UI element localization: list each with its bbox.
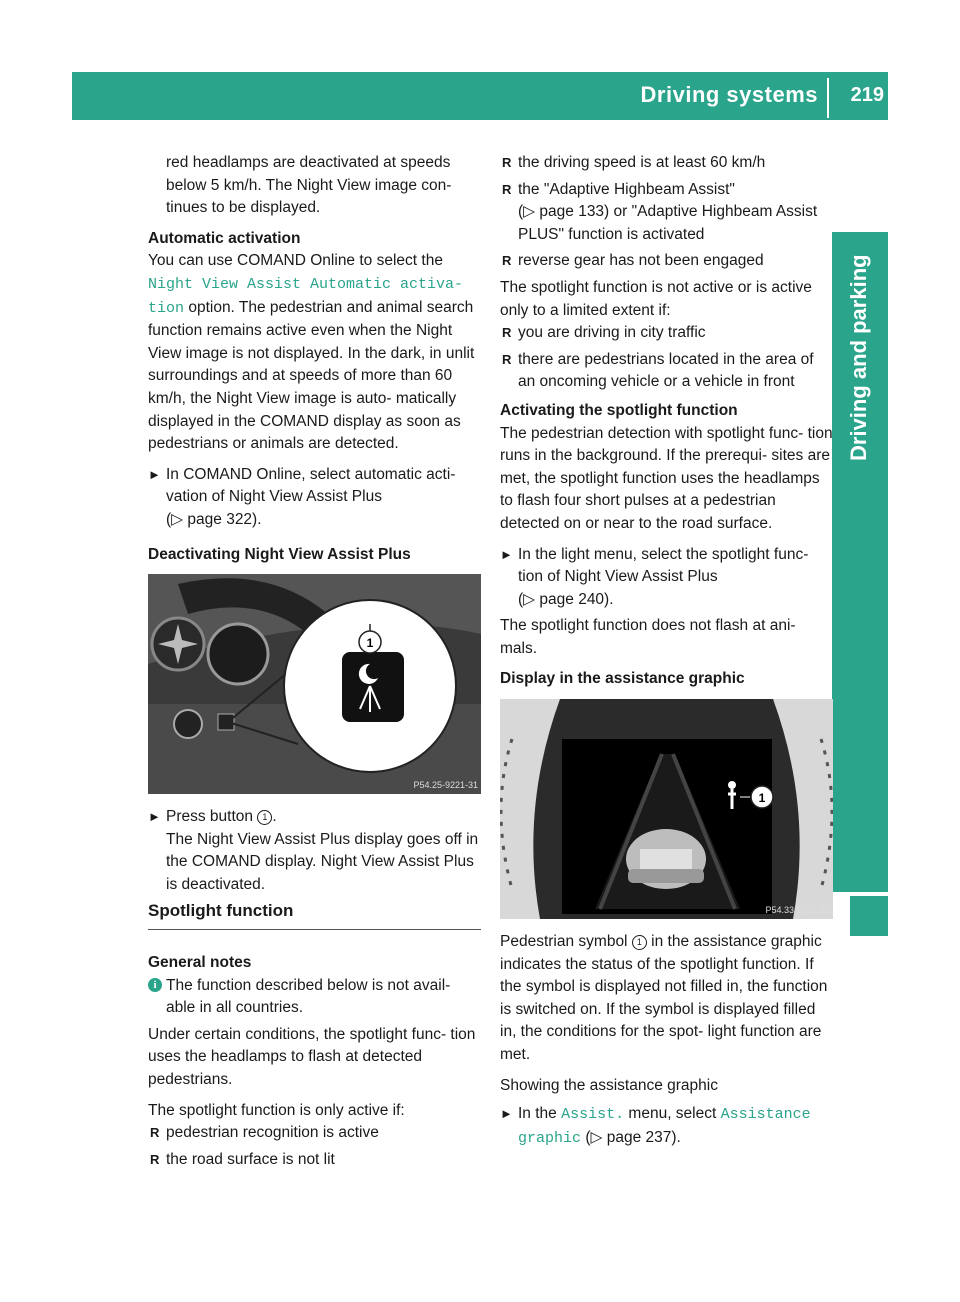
showing-paragraph: Showing the assistance graphic bbox=[500, 1076, 718, 1094]
activating-heading: Activating the spotlight function bbox=[500, 401, 738, 419]
step-arrow-icon: ► bbox=[148, 466, 161, 482]
automatic-activation-heading: Automatic activation bbox=[148, 229, 301, 247]
auto-step-text: In COMAND Online, select automatic acti- vation of Night View Assist Plus bbox=[166, 465, 456, 506]
page-ref-arrow-icon: ▷ bbox=[171, 510, 184, 528]
bullet-item bbox=[148, 1122, 481, 1145]
press-result: The Night View Assist Plus display goes off in the COMAND display. Night View Assist Plus is deactivated. bbox=[166, 830, 479, 893]
figure-code: P54.33-2702-31 bbox=[765, 905, 830, 916]
callout-number: 1 bbox=[257, 810, 272, 825]
bullet-item bbox=[500, 152, 833, 175]
automatic-activation-paragraph bbox=[148, 250, 481, 455]
press-text-a: Press button bbox=[166, 808, 254, 826]
bullet-item: R the "Adaptive Highbeam Assist" (▷ page 133) or "Adaptive Highbeam Assist PLUS" function is activated bbox=[502, 180, 818, 243]
no-animals-paragraph: The spotlight function does not flash at ani- mals. bbox=[500, 617, 796, 657]
only-active-paragraph: The spotlight function is only active if: bbox=[148, 1101, 405, 1119]
figure-code: P54.25-9221-31 bbox=[413, 780, 478, 791]
bullet-page-ref: page 133) or "Adaptive Highbeam Assist PLUS" function is activated bbox=[518, 203, 818, 243]
bullet-icon: R bbox=[502, 325, 512, 341]
auto-text-a: You can use COMAND Online to select the bbox=[148, 252, 443, 270]
bullet-text: there are pedestrians located in the area of an oncoming vehicle or a vehicle in front bbox=[518, 350, 814, 391]
ped-text-a: Pedestrian symbol bbox=[500, 933, 628, 951]
step-item: ► In the light menu, select the spotlight func- tion of Night View Assist Plus (▷ page 240). bbox=[500, 545, 809, 608]
assistance-graphic-code: Assistance graphic bbox=[518, 1106, 811, 1147]
page-ref-arrow-icon: ▷ bbox=[523, 203, 536, 221]
pedestrian-symbol-paragraph bbox=[500, 931, 833, 1067]
general-notes-heading: General notes bbox=[148, 954, 252, 972]
not-active-paragraph: The spotlight function is not active or is active only to a limited extent if: bbox=[500, 278, 812, 319]
bullet-item bbox=[500, 322, 833, 345]
step-item bbox=[148, 806, 481, 896]
step-text-a: In the bbox=[518, 1105, 557, 1123]
step-arrow-icon: ► bbox=[500, 1106, 513, 1122]
step-item: ► In the Assist. menu, select Assistance graphic (▷ page 237). bbox=[500, 1105, 811, 1147]
section-title: Spotlight function bbox=[148, 900, 481, 930]
page-ref-arrow-icon: ▷ bbox=[590, 1128, 603, 1146]
bullet-item bbox=[500, 349, 833, 394]
step-arrow-icon: ► bbox=[148, 809, 161, 825]
left-column bbox=[148, 152, 481, 1175]
bullet-icon: R bbox=[502, 181, 512, 197]
figure-callout-1: 1 bbox=[758, 791, 766, 806]
night-view-option-code: Night View Assist Automatic activa‐ tion bbox=[148, 275, 464, 317]
press-text-b: . bbox=[272, 808, 277, 826]
assist-menu-code: Assist. bbox=[561, 1106, 625, 1124]
act-step-ref: page 240). bbox=[539, 590, 614, 608]
auto-text-b: option. The pedestrian and animal search function remains active even when the Night View image is not displayed. In the dark, in unlit surroundings and at speeds of more than 60 km/h, the Night View image is auto- matically displayed in the COMAND display as soon as pedestrians or animals are detected. bbox=[148, 298, 475, 453]
page-ref-arrow-icon: ▷ bbox=[523, 590, 536, 608]
dashboard-button-figure bbox=[148, 574, 481, 794]
step-ref: page 237). bbox=[606, 1128, 681, 1146]
display-heading: Display in the assistance graphic bbox=[500, 670, 745, 688]
side-tab-marker bbox=[850, 896, 888, 936]
ped-text-b: in the assistance graphic indicates the status of the spotlight function. If the symbol is displayed not filled in, the function is switched on. If the symbol is displayed filled in, the conditions for the spot- light function are met. bbox=[500, 933, 828, 1064]
bullet-icon: R bbox=[502, 253, 512, 269]
bullet-item bbox=[500, 250, 833, 273]
conditions-paragraph: Under certain conditions, the spotlight func- tion uses the headlamps to flash at detected pedestrians. bbox=[148, 1025, 476, 1089]
bullet-icon: R bbox=[502, 351, 512, 367]
bullet-text: you are driving in city traffic bbox=[518, 324, 706, 342]
activating-paragraph: The pedestrian detection with spotlight func- tion runs in the background. If the prerequi- sites are met, the spotlight function uses the headlamps to flash four short pulses at a pedestrian detected on or near to the road surface. bbox=[500, 424, 833, 532]
act-step-text: In the light menu, select the spotlight func- tion of Night View Assist Plus bbox=[518, 545, 809, 586]
info-note-text: The function described below is not avail- able in all countries. bbox=[166, 976, 451, 1017]
bullet-icon: R bbox=[150, 1151, 160, 1167]
step-item: ► In COMAND Online, select automatic acti- vation of Night View Assist Plus (▷ page 322). bbox=[148, 465, 456, 528]
info-icon: i bbox=[148, 978, 162, 992]
figure-callout-1: 1 bbox=[366, 636, 374, 651]
page-number: 219 bbox=[850, 84, 884, 106]
bullet-text: reverse gear has not been engaged bbox=[518, 252, 764, 270]
header-separator bbox=[827, 78, 829, 118]
header-bar bbox=[72, 72, 888, 120]
deactivating-heading: Deactivating Night View Assist Plus bbox=[148, 545, 411, 563]
bullet-text: the "Adaptive Highbeam Assist" bbox=[518, 180, 735, 198]
right-column bbox=[500, 152, 833, 1154]
side-tab-label: Driving and parking bbox=[846, 254, 871, 461]
intro-paragraph: red headlamps are deactivated at speeds below 5 km/h. The Night View image con- tinues to be displayed. bbox=[166, 154, 452, 217]
bullet-icon: R bbox=[150, 1125, 160, 1141]
bullet-text: the road surface is not lit bbox=[166, 1150, 335, 1168]
bullet-item bbox=[148, 1149, 481, 1172]
assistance-graphic-figure bbox=[500, 699, 833, 919]
bullet-icon: R bbox=[502, 155, 512, 170]
bullet-text: pedestrian recognition is active bbox=[166, 1124, 379, 1142]
bullet-text: the driving speed is at least 60 km/h bbox=[518, 154, 766, 171]
info-note bbox=[148, 975, 481, 1020]
step-arrow-icon: ► bbox=[500, 546, 513, 562]
step-text-b: menu, select bbox=[628, 1105, 717, 1123]
callout-number: 1 bbox=[632, 935, 647, 950]
header-title: Driving systems bbox=[640, 82, 818, 107]
auto-step-ref: page 322). bbox=[187, 510, 262, 528]
